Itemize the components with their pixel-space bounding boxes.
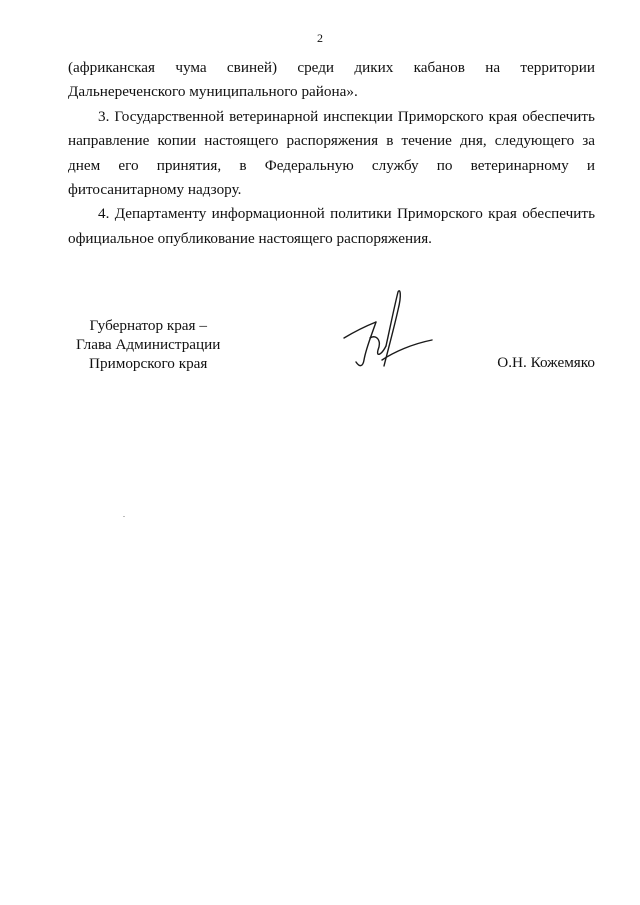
signatory-title-line-2: Глава Администрации: [76, 336, 221, 353]
signatory-title: [76, 316, 220, 373]
scan-speck: [123, 516, 125, 517]
paragraph-continuation: (африканская чума свиней) среди диких кабанов на территории Дальнереченского муниципального района».: [68, 59, 595, 101]
signatory-title-line-3: Приморского края: [89, 355, 208, 372]
paragraph-item-3: 3. Государственной ветеринарной инспекции Приморского края обеспечить направление копии настоящего распоряжения в течение дня, следующего за днем его принятия, в Федеральную службу по ветеринарному и фитосанитарному надзору.: [68, 107, 595, 199]
document-body: [68, 56, 595, 251]
paragraph-item-4: 4. Департаменту информационной политики Приморского края обеспечить официальное опубликование настоящего распоряжения.: [68, 205, 595, 247]
page-number: 2: [317, 31, 323, 45]
signatory-title-line-1: Губернатор края –: [89, 317, 207, 334]
handwritten-signature-icon: [336, 288, 436, 372]
signer-name: О.Н. Кожемяко: [497, 354, 595, 371]
